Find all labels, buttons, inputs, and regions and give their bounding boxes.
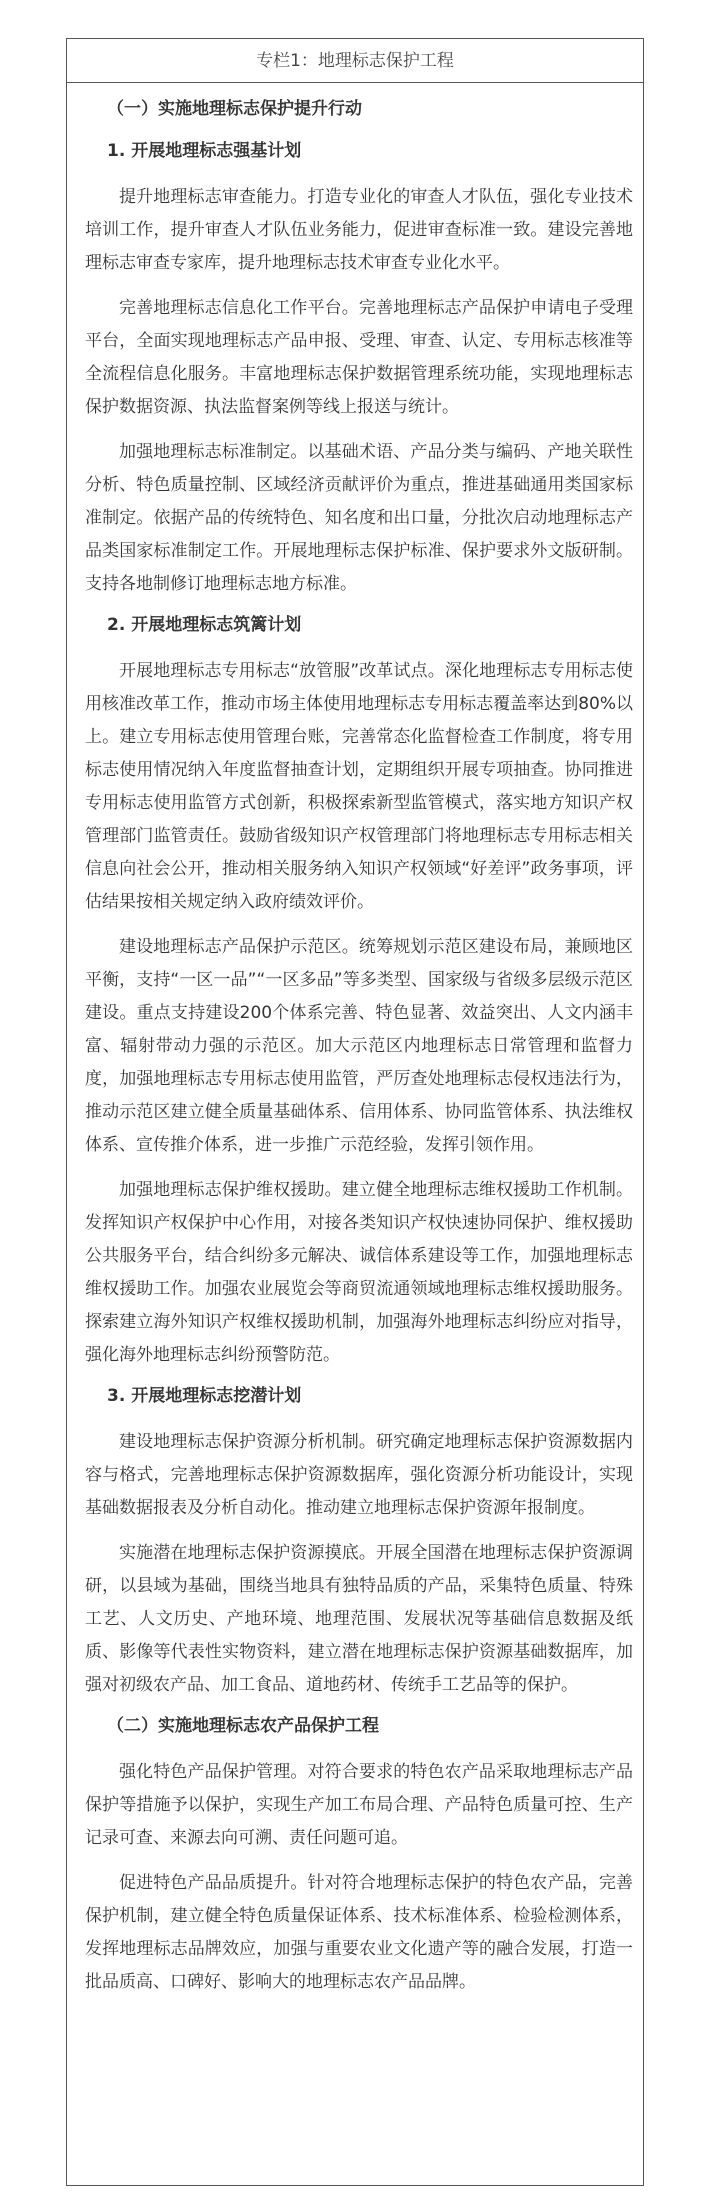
special-column-box	[66, 38, 644, 2186]
paragraph: 开展地理标志专用标志“放管服”改革试点。深化地理标志专用标志使用核准改革工作，推动市场主体使用地理标志专用标志覆盖率达到80%以上。建立专用标志使用管理台账，完善常态化监督检查工作制度，将专用标志使用情况纳入年度监督抽查计划，定期组织开展专项抽查。协同推进专用标志使用监管方式创新，积极探索新型监管模式，落实地方知识产权管理部门监管责任。鼓励省级知识产权管理部门将地理标志专用标志相关信息向社会公开，推动相关服务纳入知识产权领域“好差评”政务事项，评估结果按相关规定纳入政府绩效评价。	[85, 661, 633, 912]
paragraph: 完善地理标志信息化工作平台。完善地理标志产品保护申请电子受理平台，全面实现地理标志产品申报、受理、审查、认定、专用标志核准等全流程信息化服务。丰富地理标志保护数据管理系统功能，实现地理标志保护数据资源、执法监督案例等线上报送与统计。	[85, 298, 633, 417]
paragraph: 提升地理标志审查能力。打造专业化的审查人才队伍，强化专业技术培训工作，提升审查人才队伍业务能力，促进审查标准一致。建设完善地理标志审查专家库，提升地理标志技术审查专业化水平。	[85, 187, 633, 273]
column-content	[67, 83, 643, 1999]
paragraph: 加强地理标志保护维权援助。建立健全地理标志维权援助工作机制。发挥知识产权保护中心作用，对接各类知识产权快速协同保护、维权援助公共服务平台，结合纠纷多元解决、诚信体系建设等工作，加强地理标志维权援助工作。加强农业展览会等商贸流通领域地理标志维权援助服务。探索建立海外知识产权维权援助机制，加强海外地理标志纠纷应对指导，强化海外地理标志纠纷预警防范。	[85, 1180, 633, 1365]
section-heading: （一）实施地理标志保护提升行动	[107, 99, 362, 119]
section-heading: （二）实施地理标志农产品保护工程	[107, 1716, 379, 1736]
subsection-heading: 3. 开展地理标志挖潜计划	[107, 1386, 302, 1406]
paragraph: 促进特色产品品质提升。针对符合地理标志保护的特色农产品，完善保护机制，建立健全特色质量保证体系、技术标准体系、检验检测体系，发挥地理标志品牌效应，加强与重要农业文化遗产等的融合发展，打造一批品质高、口碑好、影响大的地理标志农产品品牌。	[85, 1873, 633, 1992]
paragraph: 强化特色产品保护管理。对符合要求的特色农产品采取地理标志产品保护等措施予以保护，实现生产加工布局合理、产品特色质量可控、生产记录可查、来源去向可溯、责任问题可追。	[85, 1762, 633, 1848]
paragraph: 建设地理标志产品保护示范区。统筹规划示范区建设布局，兼顾地区平衡，支持“一区一品”“一区多品”等多类型、国家级与省级多层级示范区建设。重点支持建设200个体系完善、特色显著、效益突出、人文内涵丰富、辐射带动力强的示范区。加大示范区内地理标志日常管理和监督力度，加强地理标志专用标志使用监管，严厉查处地理标志侵权违法行为，推动示范区建立健全质量基础体系、信用体系、协同监管体系、执法维权体系、宣传推介体系，进一步推广示范经验，发挥引领作用。	[85, 937, 633, 1155]
paragraph: 实施潜在地理标志保护资源摸底。开展全国潜在地理标志保护资源调研，以县域为基础，围绕当地具有独特品质的产品，采集特色质量、特殊工艺、人文历史、产地环境、地理范围、发展状况等基础信息数据及纸质、影像等代表性实物资料，建立潜在地理标志保护资源基础数据库，加强对初级农产品、加工食品、道地药材、传统手工艺品等的保护。	[85, 1543, 633, 1695]
subsection-heading: 1. 开展地理标志强基计划	[107, 141, 302, 161]
paragraph: 建设地理标志保护资源分析机制。研究确定地理标志保护资源数据内容与格式，完善地理标志保护资源数据库，强化资源分析功能设计，实现基础数据报表及分析自动化。推动建立地理标志保护资源年报制度。	[85, 1432, 633, 1518]
paragraph: 加强地理标志标准制定。以基础术语、产品分类与编码、产地关联性分析、特色质量控制、区域经济贡献评价为重点，推进基础通用类国家标准制定。依据产品的传统特色、知名度和出口量，分批次启动地理标志产品类国家标准制定工作。开展地理标志保护标准、保护要求外文版研制。支持各地制修订地理标志地方标准。	[85, 442, 633, 594]
column-title: 专栏1：地理标志保护工程	[67, 39, 643, 83]
subsection-heading: 2. 开展地理标志筑篱计划	[107, 615, 302, 635]
